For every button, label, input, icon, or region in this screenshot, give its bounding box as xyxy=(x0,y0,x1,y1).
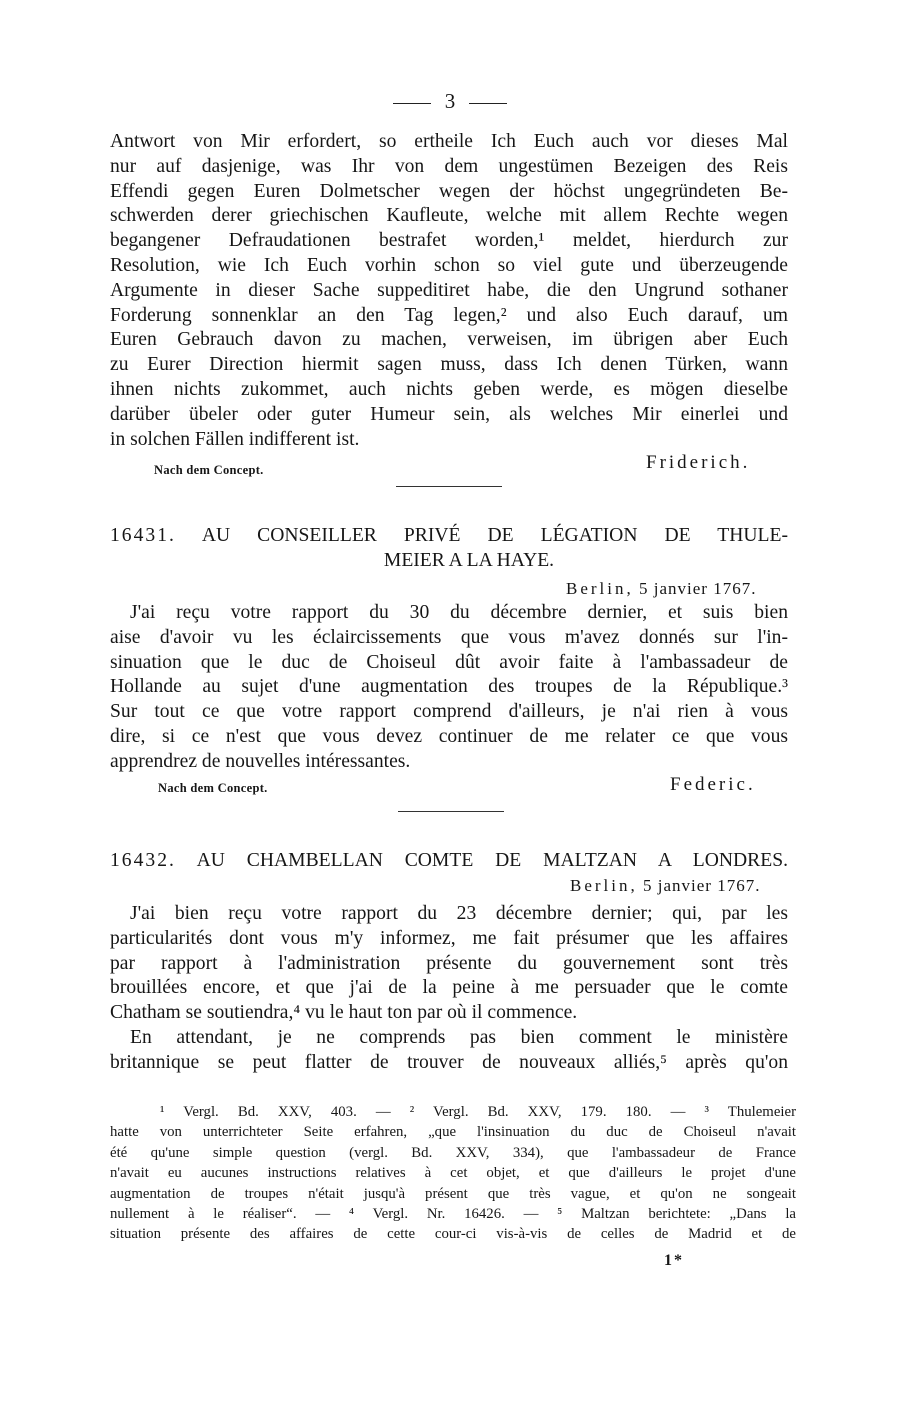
letter3-dateline xyxy=(570,876,760,896)
text-line: begangener Defraudationen bestrafet worden,¹ meldet, hierdurch zur xyxy=(110,230,788,252)
text-line: in solchen Fällen indifferent ist. xyxy=(110,428,360,450)
text-line: dire, si ce n'est que vous devez continuer de me relater ce que vous xyxy=(110,725,788,747)
text-line: nur auf dasjenige, was Ihr von dem ungestümen Bezeigen des Reis xyxy=(110,155,788,177)
letter2-title-line1: AU CONSEILLER PRIVÉ DE LÉGATION DE THULE- xyxy=(201,525,788,546)
footnote-line: été qu'une simple question (vergl. Bd. XXV, 334), que l'ambassadeur de France xyxy=(110,1144,796,1161)
letter3-date: 5 janvier 1767. xyxy=(643,876,761,895)
text-line: ihnen nichts zukommet, auch nichts geben werde, es mögen dieselbe xyxy=(110,378,788,400)
text-line: zu Eurer Direction hiermit sagen muss, dass Ich denen Türken, wann xyxy=(110,354,788,376)
section-divider xyxy=(398,811,504,812)
printer-signature-mark: 1* xyxy=(664,1252,684,1269)
head-rule-right xyxy=(469,103,507,104)
text-line: Sur tout ce que votre rapport comprend d'ailleurs, je n'ai rien à vous xyxy=(110,701,788,723)
section-divider xyxy=(396,486,502,487)
letter2-source-note: Nach dem Concept. xyxy=(158,781,268,795)
page-number: 3 xyxy=(444,89,456,113)
footnotes xyxy=(110,1102,796,1245)
text-line: brouillées encore, et que j'ai de la peine à me persuader que le comte xyxy=(110,977,788,999)
letter2-date: 5 janvier 1767. xyxy=(639,579,757,598)
footnote-line: hatte von unterrichteter Seite erfahren, „que l'insinuation du duc de Choiseul n'avait xyxy=(110,1124,796,1141)
letter1-body xyxy=(110,130,788,452)
letter2-heading-line1 xyxy=(110,524,788,549)
text-line: britannique se peut flatter de trouver de nouveaux alliés,⁵ après qu'on xyxy=(110,1051,788,1073)
letter2-number: 16431. xyxy=(110,525,176,546)
letter1-source-note: Nach dem Concept. xyxy=(154,463,264,477)
letter3-date-place: Berlin, xyxy=(570,876,638,895)
letter2-body xyxy=(110,601,788,775)
letter2-dateline xyxy=(566,579,756,599)
letter3-heading-line xyxy=(110,849,788,874)
footnote-line: ¹ Vergl. Bd. XXV, 403. — ² Vergl. Bd. XXV, 179. 180. — ³ Thulemeier xyxy=(160,1104,796,1120)
text-line: J'ai reçu votre rapport du 30 du décembre dernier, et suis bien xyxy=(130,602,788,623)
letter2-title-line2: MEIER A LA HAYE. xyxy=(383,549,555,571)
footnote-line: augmentation de troupes n'était jusqu'à présent que très vague, et qu'on ne songeait xyxy=(110,1185,796,1202)
head-rule-left xyxy=(393,103,431,104)
text-line: darüber übeler oder guter Humeur sein, als welches Mir einerlei und xyxy=(110,403,788,425)
text-line: par rapport à l'administration présente du gouvernement sont très xyxy=(110,952,788,974)
letter3-body xyxy=(110,902,788,1076)
running-head xyxy=(0,86,900,116)
letter2-date-place: Berlin, xyxy=(566,579,634,598)
text-line: En attendant, je ne comprends pas bien comment le ministère xyxy=(130,1026,788,1048)
text-line: Hollande au sujet d'une augmentation des troupes de la République.³ xyxy=(110,676,788,698)
footnote-line: situation présente des affaires de cette cour-ci vis-à-vis de celles de Madrid et de xyxy=(110,1226,796,1243)
text-line: Argumente in dieser Sache suppeditiret habe, die den Ungrund sothaner xyxy=(110,279,788,301)
text-line: apprendrez de nouvelles intéressantes. xyxy=(110,750,411,772)
letter2-signature: Federic. xyxy=(670,774,756,795)
text-line: Euren Gebrauch davon zu machen, verweisen, im übrigen aber Euch xyxy=(110,329,788,351)
text-line: Effendi gegen Euren Dolmetscher wegen der höchst ungegründeten Be- xyxy=(110,180,788,202)
text-line: sinuation que le duc de Choiseul dût avoir faite à l'ambassadeur de xyxy=(110,651,788,673)
text-line: aise d'avoir vu les éclaircissements que vous m'avez donnés sur l'in- xyxy=(110,626,788,648)
text-line: Chatham se soutiendra,⁴ vu le haut ton par où il commence. xyxy=(110,1002,578,1024)
text-line: Antwort von Mir erfordert, so ertheile Ich Euch auch vor dieses Mal xyxy=(110,131,788,152)
footnote-line: nullement à le réaliser“. — ⁴ Vergl. Nr. 16426. — ⁵ Maltzan berichtete: „Dans la xyxy=(110,1205,796,1222)
text-line: Resolution, wie Ich Euch vorhin schon so viel gute und überzeugende xyxy=(110,254,788,276)
letter2-heading xyxy=(110,524,788,574)
text-line: J'ai bien reçu votre rapport du 23 décembre dernier; qui, par les xyxy=(130,903,788,924)
footnote-line: n'avait eu aucunes instructions relatives à cet objet, et que d'ailleurs le projet d'une xyxy=(110,1165,796,1182)
text-line: schwerden derer griechischen Kaufleute, welche mit allem Rechte wegen xyxy=(110,205,788,227)
letter3-number: 16432. xyxy=(110,850,176,871)
letter1-signature: Friderich. xyxy=(646,452,751,473)
letter3-heading xyxy=(110,849,788,874)
letter3-title: AU CHAMBELLAN COMTE DE MALTZAN A LONDRES. xyxy=(196,850,788,871)
text-line: Forderung sonnenklar an den Tag legen,² und also Euch darauf, um xyxy=(110,304,788,326)
text-line: particularités dont vous m'y informez, me fait présumer que les affaires xyxy=(110,927,788,949)
